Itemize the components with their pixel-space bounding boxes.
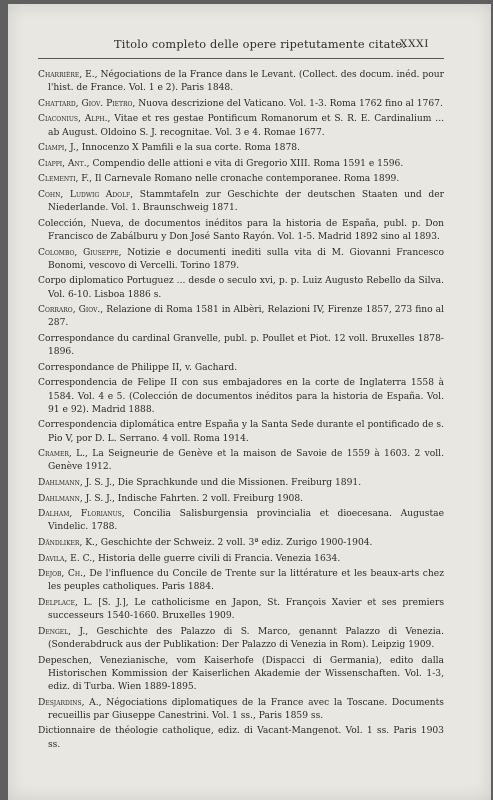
bibliography-entry: [38, 725, 444, 751]
bibliography-entry: [38, 626, 444, 652]
page-header: [8, 38, 491, 54]
entry-text: Correspondencia de Felipe II con sus embajadores en la corte de Inglaterra 1558 à 1584. Vol. 4 e 5. (Colección de documentos inéditos para la historia de España. Vol. 91 e 92). Madrid 1888.: [38, 378, 444, 415]
entry-text: Die Sprachkunde und die Missionen. Freiburg 1891.: [114, 477, 362, 488]
entry-author: Clementi, F.,: [38, 174, 93, 185]
bibliography-entry: [38, 568, 444, 594]
bibliography-entry: [38, 655, 444, 695]
bibliography-entry: [38, 697, 444, 723]
entry-text: Négociations de la France dans le Levant. (Collect. des docum. inéd. pour l'hist. de France. Vol. 1 e 2). Paris 1848.: [48, 70, 444, 94]
bibliography-entry: [38, 597, 444, 623]
entry-text: La Seigneurie de Genève et la maison de Savoie de 1559 à 1603. 2 voll. Genève 1912.: [48, 449, 444, 473]
entry-text: Relazione di Roma 1581 in Albèri, Relazioni IV, Firenze 1857, 273 fino al 287.: [48, 305, 445, 329]
entry-author: Desjardins, A.,: [38, 697, 102, 708]
bibliography-entry: [38, 333, 444, 359]
entry-text: Indische Fahrten. 2 voll. Freiburg 1908.: [114, 493, 304, 504]
entry-text: Vitae et res gestae Pontificum Romanorum et S. R. E. Cardinalium ... ab August. Oldoino S. J. recognitae. Vol. 3 e 4. Romae 1677.: [48, 114, 444, 138]
entry-author: Ciampi, J.,: [38, 143, 79, 154]
bibliography-entry: [38, 362, 444, 375]
entry-text: Notizie e documenti inediti sulla vita di M. Giovanni Francesco Bonomi, vescovo di Vercelli. Torino 1879.: [48, 247, 445, 271]
entry-author: Dengel, J.,: [38, 626, 89, 637]
bibliography-list: [38, 69, 444, 754]
entry-author: Dejob, Ch.,: [38, 569, 86, 580]
entry-author: Cramer, L.,: [38, 449, 88, 460]
bibliography-entry: [38, 553, 444, 566]
bibliography-entry: [38, 113, 444, 139]
entry-text: Correspondance de Philippe II, v. Gachard.: [38, 362, 238, 373]
running-title: Titolo completo delle opere ripetutamente citate.: [114, 38, 406, 51]
bibliography-entry: [38, 189, 444, 215]
entry-author: Cohn, Ludwig Adolf,: [38, 189, 134, 200]
bibliography-entry: [38, 493, 444, 506]
entry-text: Compendio delle attioni e vita di Gregorio XIII. Roma 1591 e 1596.: [89, 158, 404, 169]
entry-author: Dalham, Florianus,: [38, 509, 125, 520]
entry-author: Dändliker, K.,: [38, 537, 98, 548]
entry-author: Ciappi, Ant.,: [38, 158, 90, 169]
entry-text: Négociations diplomatiques de la France avec la Toscane. Documents recueillis par Giuseppe Canestrini. Vol. 1 ss., Paris 1859 ss.: [48, 697, 444, 721]
entry-text: Dictionnaire de théologie catholique, ediz. di Vacant-Mangenot. Vol. 1 ss. Paris 1903 ss.: [38, 726, 444, 750]
entry-text: Historia delle guerre civili di Francia. Venezia 1634.: [95, 553, 341, 564]
bibliography-entry: [38, 477, 444, 490]
bibliography-entry: [38, 508, 444, 534]
bibliography-entry: [38, 419, 444, 445]
bibliography-entry: [38, 173, 444, 186]
entry-author: Charrière, E.,: [38, 70, 98, 80]
bibliography-entry: [38, 275, 444, 301]
entry-text: Depeschen, Venezianische, vom Kaiserhofe (Dispacci di Germania), edito dalla Historischen Kommission der Kaiserlichen Akademie der Wissenschaften. Vol. 1-3, ediz. di Turba. Wien 1889-1895.: [38, 655, 444, 692]
entry-text: Correspondance du cardinal Granvelle, publ. p. Poullet et Piot. 12 voll. Bruxelles 1878-1896.: [38, 333, 444, 358]
bibliography-entry: [38, 142, 444, 155]
entry-author: Corraro, Giov.,: [38, 305, 104, 316]
page-number: XXXI: [400, 38, 429, 50]
entry-author: Davila, E. C.,: [38, 553, 96, 564]
entry-author: Delplace, L. [S. J.],: [38, 597, 129, 608]
entry-text: Colección, Nueva, de documentos inéditos para la historia de España, publ. p. Don Francisco de Zabálburu y Don José Santo Rayón. Vol. 1-5. Madrid 1892 sino al 1893.: [38, 218, 444, 242]
bibliography-entry: [38, 377, 444, 417]
bibliography-entry: [38, 69, 444, 95]
entry-author: Colombo, Giuseppe,: [38, 247, 122, 258]
entry-text: Innocenzo X Pamfili e la sua corte. Roma 1878.: [78, 143, 300, 154]
entry-text: Geschichte der Schweiz. 2 voll. 3ª ediz. Zurigo 1900-1904.: [97, 537, 373, 548]
bibliography-entry: [38, 158, 444, 171]
entry-text: Le catholicisme en Japon, St. François Xavier et ses premiers successeurs 1540-1660. Bruxelles 1909.: [48, 597, 445, 622]
entry-author: Dahlmann, J. S. J.,: [38, 477, 115, 488]
entry-text: Stammtafeln zur Geschichte der deutschen Staaten und der Niederlande. Vol. 1. Braunschweig 1871.: [48, 189, 444, 214]
header-rule: [38, 58, 444, 59]
entry-text: Il Carnevale Romano nelle cronache contemporanee. Roma 1899.: [92, 174, 400, 185]
bibliography-entry: [38, 304, 444, 330]
entry-text: Correspondencia diplomática entre España y la Santa Sede durante el pontificado de s. Pio V, por D. L. Serrano. 4 voll. Roma 1914.: [38, 420, 444, 444]
entry-text: Nuova descrizione del Vaticano. Vol. 1-3. Roma 1762 fino al 1767.: [135, 98, 443, 109]
book-page: [8, 4, 491, 800]
entry-author: Ciaconius, Alph.,: [38, 114, 111, 125]
bibliography-entry: [38, 218, 444, 244]
bibliography-entry: [38, 247, 444, 273]
entry-author: Chattard, Giov. Pietro,: [38, 98, 136, 109]
bibliography-entry: [38, 448, 444, 474]
entry-text: De l'influence du Concile de Trente sur la littérature et les beaux-arts chez les peuples catholiques. Paris 1884.: [48, 569, 444, 593]
entry-author: Dahlmann, J. S. J.,: [38, 493, 115, 504]
bibliography-entry: [38, 537, 444, 550]
entry-text: Concilia Salisburgensia provincialia et dioecesana. Augustae Vindelic. 1788.: [48, 509, 444, 533]
entry-text: Geschichte des Palazzo di S. Marco, genannt Palazzo di Venezia. (Sonderabdruck aus der Publikation: Der Palazzo di Venezia in Rom). Leipzig 1909.: [48, 626, 444, 650]
bibliography-entry: [38, 98, 444, 111]
entry-text: Corpo diplomatico Portuguez ... desde o seculo xvi, p. p. Luiz Augusto Rebello da Silva. Vol. 6-10. Lisboa 1886 s.: [38, 276, 444, 300]
